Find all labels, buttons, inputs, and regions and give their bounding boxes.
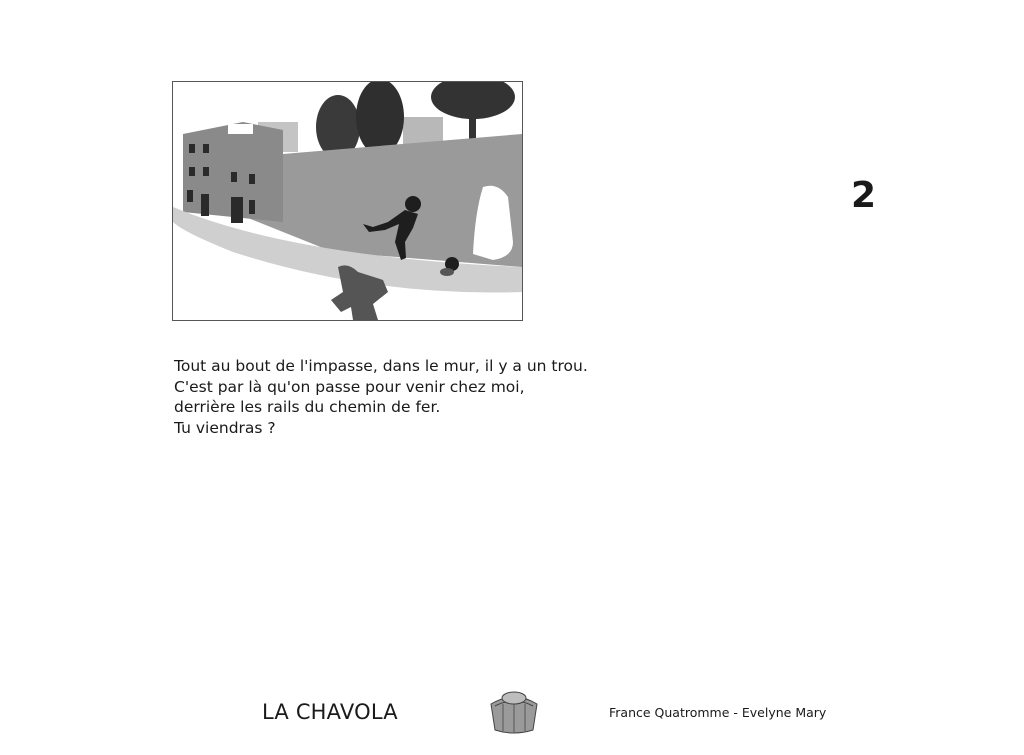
book-authors: France Quatromme - Evelyne Mary	[609, 705, 827, 720]
story-line: Tu viendras ?	[174, 418, 276, 437]
book-title: LA CHAVOLA	[262, 700, 398, 724]
street-scene-illustration	[173, 82, 522, 320]
tree	[356, 82, 404, 155]
page-number: 2	[851, 175, 877, 216]
illustration-frame	[172, 81, 523, 321]
story-line: Tout au bout de l'impasse, dans le mur, il y a un trou.	[174, 357, 588, 375]
house-roof-light	[228, 124, 253, 134]
story-text	[174, 356, 654, 438]
ball-shadow	[440, 268, 454, 276]
story-line: derrière les rails du chemin de fer.	[174, 398, 441, 416]
story-line: C'est par là qu'on passe pour venir chez moi,	[174, 377, 525, 396]
caravan-basket-icon	[485, 686, 543, 736]
tree-trunk	[469, 97, 476, 142]
